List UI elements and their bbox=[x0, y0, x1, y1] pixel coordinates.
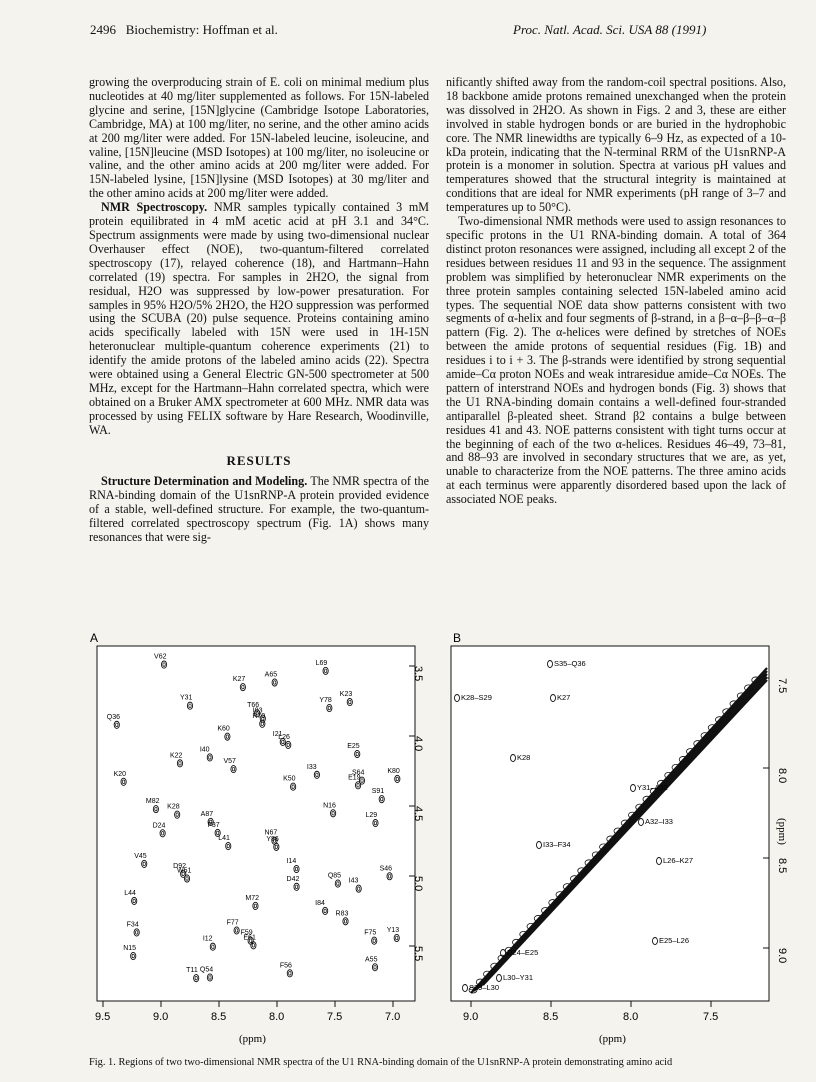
figure-caption bbox=[89, 1057, 786, 1069]
peak-label: I43 bbox=[348, 877, 359, 885]
cross-peak-label: S35–Q36 bbox=[554, 659, 586, 668]
peak-label: Y86 bbox=[266, 835, 279, 843]
peak-label: F77 bbox=[226, 919, 239, 927]
cross-peak bbox=[501, 948, 539, 957]
peak-label: F75 bbox=[364, 929, 377, 937]
peak-label: I21 bbox=[272, 730, 283, 738]
peak-label: S46 bbox=[379, 865, 393, 873]
results-paragraph-2: Two-dimensional NMR methods were used to assign resonances to specific protons in the U1 RNA-binding domain. A total of 364 distinct proton resonances were assigned, including all except 2 of the residues between residues 11 and 93 in the sequence. The assignment problem was simplified by heteronuclear NMR experiments on the three protein samples containing selected 15N-labeled amino acid types. The sequential NOE data show patterns consistent with two segments of α-helix and four segments of β-strand, in a β–α–β–β–α–β pattern (Fig. 2). The α-helices were defined by stretches of NOEs between the amide protons of sequential residues (Fig. 1B) and residues i to i + 3. The β-strands were identified by strong sequential amide–Cα proton NOEs and weak intraresidue amide–Cα NOEs. The pattern of interstrand NOEs and hydrogen bonds (Fig. 3) shows that the U1 RNA-binding domain contains a well-defined four-stranded antiparallel β-pleated sheet. Strand β2 contains a bulge between residues 41 and 43. NOE patterns consistent with tight turns occur at the beginning of each of the two α-helices. Residues 46–49, 73–81, and 88–93 are involved in secondary structures that we are, as yet, unable to characterize from the NOE patterns. The three amino acids at each terminus were apparently disordered based upon the lack of associated NOE peaks. bbox=[446, 214, 786, 507]
figure-panel-a bbox=[89, 628, 429, 1048]
peak-label: Y13 bbox=[386, 927, 400, 935]
peak-label: L44 bbox=[124, 889, 136, 897]
peak-label: K22 bbox=[169, 752, 183, 760]
peak-label: S64 bbox=[352, 769, 365, 777]
peak-label: E25 bbox=[347, 743, 360, 751]
results-heading: RESULTS bbox=[226, 452, 292, 468]
peak-label: E19 bbox=[348, 774, 361, 782]
spectrum-a bbox=[89, 628, 429, 1048]
peak-label: K80 bbox=[387, 767, 400, 775]
structure-heading: Structure Determination and Modeling. bbox=[101, 474, 308, 489]
peak-label: N15 bbox=[123, 945, 137, 953]
cross-peak-label: D24–E25 bbox=[507, 948, 539, 957]
caption-line: Fig. 1. Regions of two two-dimensional NMR spectra of the U1 RNA-binding domain of the U1snRNP-A protein demonstrating amino acid bbox=[89, 1057, 673, 1068]
x-tick-label-a: 7.5 bbox=[327, 1011, 343, 1023]
left-column bbox=[89, 76, 429, 545]
structure-paragraph bbox=[89, 475, 429, 545]
x-tick-label-a: 7.0 bbox=[385, 1011, 401, 1023]
peak-label: I40 bbox=[199, 746, 210, 754]
peak-label: W51 bbox=[177, 867, 192, 875]
results-paragraph-1: nificantly shifted away from the random-coil spectral positions. Also, 18 backbone amide protons remained unexchanged when the protein was dissolved in 2H2O. As shown in Figs. 2 and 3, these are either involved in stable hydrogen bonds or are buried in the hydrophobic core. The NMR linewidths are typically 6–9 Hz, as expected of a 10-kDa protein, indicating that the N-terminal RRM of the U1snRNP-A protein is a monomer in solution. Spectra at various pH values and temperatures showed that the structural integrity is maintained at conditions that are ideal for NMR experiments (pH range of 3–7 and temperatures up to 50°C). bbox=[446, 75, 786, 215]
y-tick-label-b: 7.5 bbox=[776, 678, 788, 694]
peak-label: F37 bbox=[207, 821, 220, 829]
peak-label: L26 bbox=[278, 733, 290, 741]
running-title: Biochemistry: Hoffman et al. bbox=[125, 22, 278, 37]
y-tick-label-a: 3.5 bbox=[412, 666, 424, 682]
peak-label: A55 bbox=[365, 956, 378, 964]
peak-label: E61 bbox=[243, 934, 256, 942]
peak-label: M72 bbox=[245, 894, 260, 902]
cross-peak-label: S29–L30 bbox=[469, 983, 500, 992]
peak-label: K50 bbox=[283, 775, 296, 783]
y-tick-label-b: 8.0 bbox=[776, 768, 788, 784]
methods-paragraph: growing the overproducing strain of E. coli on minimal medium plus nucleotides at 40 mg/liter supplemented as follows. For 15N-labeled glycine and serine, [15N]glycine (Cambridge Isotope Laboratories, Cambridge, MA) at 100 mg/liter, no serine, and the other amino acids at 200 mg/liter were added. For 15N-labeled leucine, isoleucine, and valine, [15N]leucine (MSD Isotopes) at 100 mg/liter, no isoleucine or valine, and the other amino acids at 200 mg/liter were added. For 15N-labeled lysine, [15N]lysine (MSD Isotopes) at 30 mg/liter and the other amino acids at 200 mg/liter were added. bbox=[89, 75, 429, 201]
y-tick-label-b: 9.0 bbox=[776, 948, 788, 964]
peak-label: S91 bbox=[371, 788, 385, 796]
cross-peak-label: I33–F34 bbox=[543, 840, 571, 849]
peak-label: M82 bbox=[145, 798, 160, 806]
cross-peak-label: K28–S29 bbox=[461, 693, 492, 702]
panel-a-label: A bbox=[90, 631, 99, 645]
peak-label: K23 bbox=[339, 691, 353, 699]
cross-peak-label: L30–Y31 bbox=[503, 973, 534, 982]
nmr-paragraph bbox=[89, 201, 429, 437]
y-tick-label-a: 4.5 bbox=[412, 806, 424, 822]
peak-label: N67 bbox=[264, 829, 278, 837]
peak-label: R70 bbox=[252, 712, 266, 720]
y-tick-label-a: 4.0 bbox=[412, 736, 424, 752]
x-tick-label-a: 8.5 bbox=[211, 1011, 227, 1023]
x-axis-label-b: (ppm) bbox=[599, 1033, 626, 1045]
peak-label: D92 bbox=[173, 862, 187, 870]
peak-label: V62 bbox=[154, 653, 167, 661]
peak-label: V45 bbox=[134, 852, 147, 860]
peak-label: D42 bbox=[286, 875, 300, 883]
cross-peak-label: K28 bbox=[517, 753, 531, 762]
right-column bbox=[446, 76, 786, 507]
peak-label: I33 bbox=[306, 763, 317, 771]
journal-citation: Proc. Natl. Acad. Sci. USA 88 (1991) bbox=[513, 22, 707, 37]
cross-peak-label: Y31–A32 bbox=[637, 783, 668, 792]
running-header-left bbox=[90, 22, 278, 38]
peak-label: Q85 bbox=[327, 872, 342, 880]
structure-text: The NMR spectra of the RNA-binding domain of the U1snRNP-A protein provided evidence of a stable, well-defined structure. For example, the two-quantum-filtered correlated spectroscopy spectrum (Fig. 1A) shows many resonances that were sig- bbox=[89, 474, 429, 545]
peak-label: T11 bbox=[186, 967, 198, 975]
y-tick-label-a: 5.5 bbox=[412, 946, 424, 962]
nmr-text: NMR samples typically contained 3 mM protein equilibrated in 4 mM acetic acid at pH 3.1 and 34°C. Spectrum assignments were made by using two-dimensional nuclear Overhauser effect (NOE), two-quantum-filtered correlated spectroscopy (17), relayed coherence (18), and Hartmann–Hahn correlated (19) spectra. For samples in 2H2O, the signal from residual, H2O was suppressed by low-power presaturation. For samples in 95% H2O/5% 2H2O, the H2O suppression was performed using the SCUBA (20) pulse sequence. Proteins containing amino acids specifically labeled with 15N were used in 1H-15N heteronuclear multiple-quantum coherence experiments (21) to identify the amide protons of the labeled amino acids (22). Spectra were obtained using a General Electric GN-500 spectrometer at 500 MHz, except for the Hartmann–Hahn correlated spectra, which were obtained on a Bruker AMX spectrometer at 600 MHz. NMR data was processed by using FELIX software by Hare Research, Woodinville, WA. bbox=[89, 200, 429, 437]
spectrum-b bbox=[449, 628, 789, 1048]
x-tick-label-b: 8.5 bbox=[543, 1011, 559, 1023]
y-tick-label-a: 5.0 bbox=[412, 876, 424, 892]
x-tick-label-b: 9.0 bbox=[463, 1011, 479, 1023]
x-tick-label-b: 7.5 bbox=[703, 1011, 719, 1023]
panel-b-label: B bbox=[453, 631, 462, 645]
peak-label: N16 bbox=[323, 802, 336, 810]
x-tick-label-a: 9.0 bbox=[153, 1011, 169, 1023]
peak-label: R83 bbox=[335, 910, 349, 918]
peak-label: T66 bbox=[247, 702, 260, 710]
cross-peak-label: L26–K27 bbox=[663, 856, 694, 865]
peak-label: F56 bbox=[279, 962, 292, 970]
x-tick-label-a: 8.0 bbox=[269, 1011, 285, 1023]
cross-peak-label: A32–I33 bbox=[645, 817, 673, 826]
figure-panel-b bbox=[449, 628, 789, 1048]
peak-label: A65 bbox=[264, 671, 278, 679]
cross-peak bbox=[548, 659, 586, 668]
peak-label: I93 bbox=[252, 707, 263, 715]
peak-label: D24 bbox=[152, 822, 166, 830]
nmr-heading: NMR Spectroscopy. bbox=[101, 200, 208, 215]
y-tick-label-b: 8.5 bbox=[776, 858, 788, 874]
peak-label: I12 bbox=[202, 935, 213, 943]
cross-peak-label: K27 bbox=[557, 693, 571, 702]
peak-label: K60 bbox=[217, 725, 230, 733]
peak-label: Y31 bbox=[179, 694, 193, 702]
page-number: 2496 bbox=[90, 22, 116, 37]
cross-peak bbox=[631, 783, 668, 792]
peak-label: I84 bbox=[315, 899, 325, 907]
x-tick-label-a: 9.5 bbox=[95, 1011, 111, 1023]
peak-label: K28 bbox=[167, 803, 180, 811]
peak-label: K20 bbox=[113, 770, 127, 778]
plot-frame-b bbox=[451, 646, 769, 1001]
peak-label: F34 bbox=[126, 921, 139, 929]
peak-label: A87 bbox=[200, 810, 214, 818]
cross-peak bbox=[455, 693, 492, 702]
x-axis-label-a: (ppm) bbox=[239, 1033, 266, 1045]
peak-label: L69 bbox=[315, 659, 328, 667]
peak-label: Y78 bbox=[319, 697, 332, 705]
peak-label: F59 bbox=[240, 929, 253, 937]
peak-label: L41 bbox=[218, 835, 230, 843]
peak-label: L29 bbox=[365, 812, 378, 820]
peak-label: Q36 bbox=[106, 713, 121, 721]
x-tick-label-b: 8.0 bbox=[623, 1011, 639, 1023]
peak-label: K27 bbox=[232, 676, 246, 684]
peak-label: Q54 bbox=[199, 966, 214, 974]
y-axis-label-b: (ppm) bbox=[776, 818, 788, 845]
cross-peak-label: E25–L26 bbox=[659, 936, 690, 945]
peak-label: V57 bbox=[223, 758, 236, 766]
peak-label: I14 bbox=[286, 858, 297, 866]
